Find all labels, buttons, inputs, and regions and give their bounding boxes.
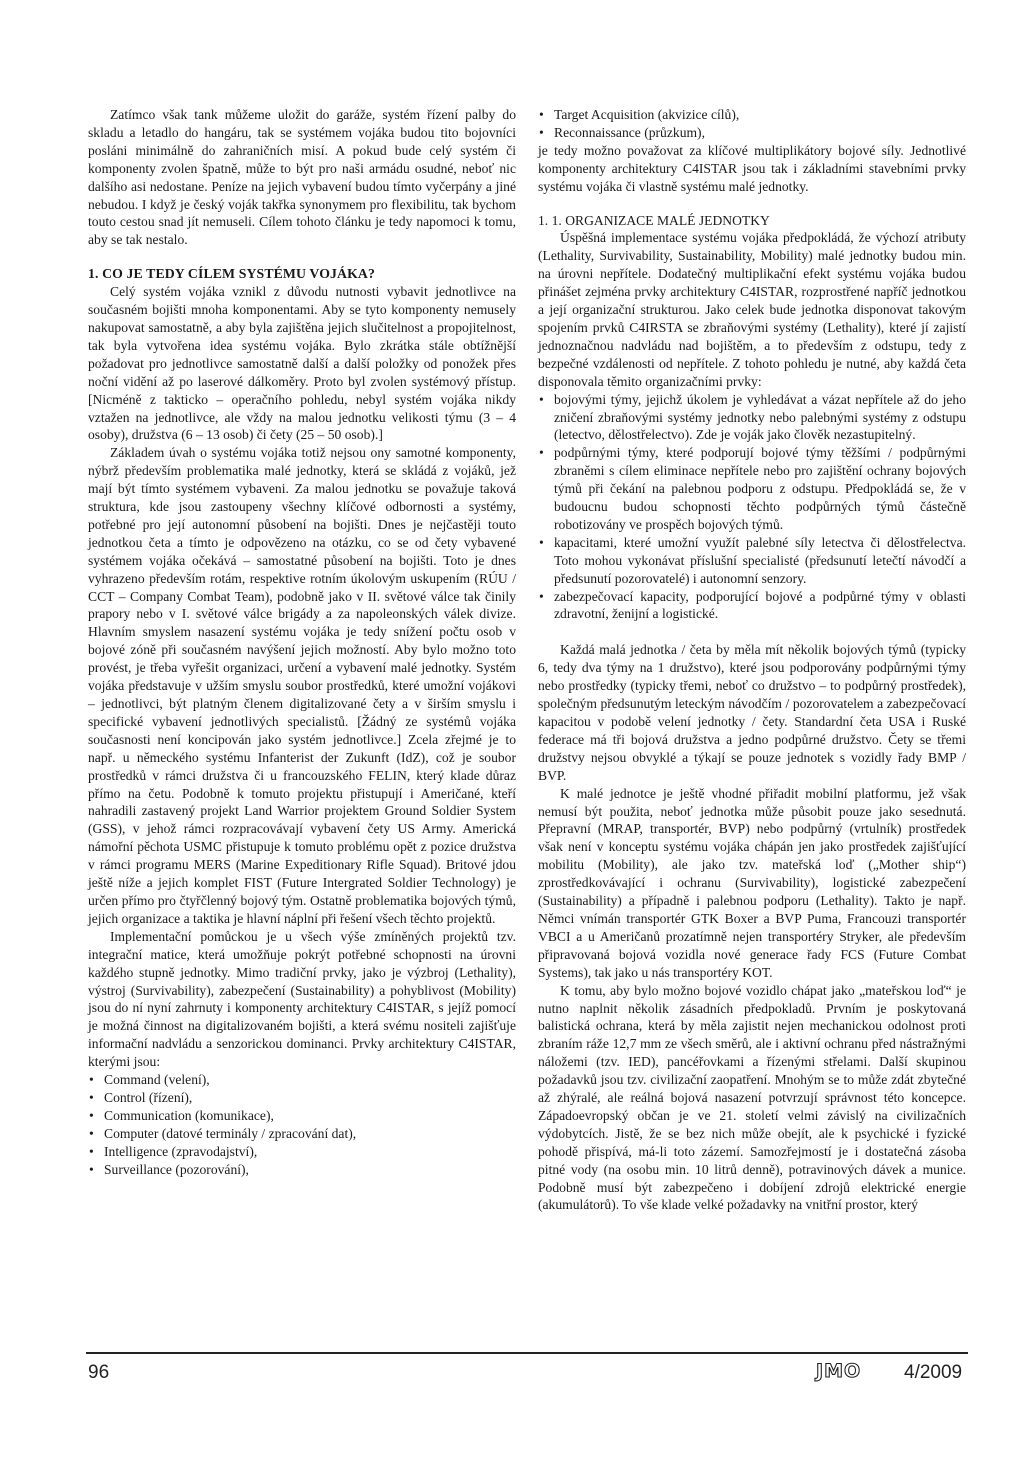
body-paragraph: Úspěšná implementace systému vojáka předpokládá, že výchozí atributy (Lethality, Survivability, Sustainability, Mobility) malé jednotky budou min. na úrovni nepřítele. Dodatečný multiplikační efekt systému vojáka budou přinášet zejména prvky architektury C4ISTAR, rozprostřené napříč jednotkou a její organizační strukturou. Jako celek bude jednotka disponovat takovým spojením prvků C4IRSTA se zbraňovými systémy (Lethality), které jí zajistí jednoznačnou nadvládu nad bojištěm, a to především z odstupu, tedy z bezpečné vzdálenosti od nepřítele. Z tohoto pohledu je nutné, aby každá četa disponovala těmito organizačními prvky:	[538, 230, 966, 389]
intro-paragraph: Zatímco však tank můžeme uložit do garáže, systém řízení palby do skladu a letadlo do hangáru, tak se systémem vojáka budou tito bojovníci posláni minimálně do zahraničních misí. A pokud bude celý systém či komponenty zvolen špatně, může to být pro naši armádu osudné, neboť nic dalšího asi nedostane. Peníze na jejich vybavení budou tímto vyčerpány a jiné nebudou. I když je český voják takřka synonymem pro flexibilitu, tak bychom touto cestou snad jít nemuseli. Cílem tohoto článku je tedy napomoci k tomu, aby se tak nestalo.	[88, 107, 516, 248]
left-column	[88, 106, 516, 1178]
body-paragraph: Základem úvah o systému vojáka totiž nejsou ony samotné komponenty, nýbrž především problematika malé jednotky, která se skládá z vojáků, jež mají být tímto systémem vybaveni. Za malou jednotku se považuje taková struktura, kde jsou zastoupeny všechny klíčové odbornosti a systémy, potřebné pro její autonomní působení na bojišti. Dnes je nejčastěji touto jednotkou četa a tímto je odpovězeno na otázku, co se od čety vybavené systémem vojáka očekává – samostatné působení na bojišti. Toto je dnes vyhrazeno především rotám, respektive rotním úkolovým uskupením (RÚU / CCT – Company Combat Team), podobně jako v II. světové válce tak činily prapory nebo v I. světové válce brigády a za napoleonských válek divize. Hlavním smyslem nasazení systému vojáka je tedy snížení počtu osob v bojové zóně při současném navýšení jejich možností. Aby bylo možno toto provést, je třeba vyřešit organizaci, určení a vybavení malé jednotky. Systém vojáka představuje v užším smyslu soubor prostředků, které umožní vojákovi – jednotlivci, být platným členem digitalizované čety a v širším smyslu i specifické vybavení jednotlivých specialistů. [Žádný ze systémů vojáka současnosti není koncipován jako systém jednotlivce.] Zcela zřejmé je to např. u německého systému Infanterist der Zukunft (IdZ), což je soubor prostředků v rámci družstva či u francouzského FELIN, který klade důraz přímo na četu. Podobně k tomuto projektu přistupují i Američané, kteří nahradili zastavený projekt Land Warrior projektem Ground Soldier System (GSS), v jehož rámci rozpracovávají vybavení čety US Army. Americká námořní pěchota USMC přistupuje k tomuto problému opět z pozice družstva v rámci programu MERS (Marine Expeditionary Rifle Squad). Britové jdou ještě níže a jejich komplet FIST (Future Intergrated Soldier Technology) je určen přímo pro čtyřčlenný bojový tým. Ostatně problematika bojových týmů, jejich organizace a taktika je hlavní náplní při řešení všech těchto projektů.	[88, 445, 516, 926]
spacer	[538, 623, 966, 641]
list-item: • bojovými týmy, jejichž úkolem je vyhledávat a vázat nepřítele až do jeho zničení zbraňovými systémy jednotky nebo palebnými systémy z odstupu (letectvo, dělostřelectvo). Zde je voják jako člověk nezastupitelný.	[538, 391, 966, 445]
list-item: • Intelligence (zpravodajství),	[88, 1143, 516, 1161]
list-item: • Command (velení),	[88, 1071, 516, 1089]
section-heading-1: 1. CO JE TEDY CÍLEM SYSTÉMU VOJÁKA?	[88, 266, 375, 282]
list-item: • Surveillance (pozorování),	[88, 1161, 516, 1179]
body-paragraph: Celý systém vojáka vznikl z důvodu nutnosti vybavit jednotlivce na současném bojišti mnoha komponentami. Aby se tyto komponenty nemusely nakupovat samostatně, a aby byla zajištěna jejich slučitelnost a propojitelnost, tak byla vytvořena idea systému vojáka. Bylo zkrátka stále obtížnější požadovat pro jednotlivce samostatně další a další položky od ponožek přes noční vidění až po laserové dálkoměry. Proto byl zvolen systémový přístup. [Nicméně z takticko – operačního pohledu, nebyl systém vojáka nikdy vztažen na jednotlivce, ale vždy na malou jednotku velikosti týmu (3 – 4 osoby), družstva (6 – 13 osob) či čety (25 – 50 osob).]	[88, 284, 516, 443]
list-item: • Computer (datové terminály / zpracování dat),	[88, 1125, 516, 1143]
list-item: • podpůrnými týmy, které podporují bojové týmy těžšími / podpůrnými zbraněmi s cílem eliminace nepřítele nebo pro zajištění ochrany bojových týmů při čekání na palebnou podporu z odstupu. Předpokládá se, že v budoucnu budou schopnosti těchto podpůrných týmů částečně robotizovány ve prospěch bojových týmů.	[538, 444, 966, 534]
body-paragraph: K tomu, aby bylo možno bojové vozidlo chápat jako „mateřskou loď“ je nutno naplnit několik zásadních předpokladů. Prvním je poskytovaná balistická ochrana, která by měla zajistit nejen mechanickou odolnost proti zbraním ráže 12,7 mm ze všech směrů, ale i aktivní ochranu před nástražnými náložemi (tzv. IED), pancéřovkami a řízenými střelami. Další skupinou požadavků jsou tzv. civilizační zaopatření. Mnohým se to může zdát zbytečné až zhýralé, ale reálná bojová nasazení potvrzují správnost této koncepce. Západoevropský občan je ve 21. století velmi závislý na civilizačních výdobytcích. Jistě, že se bez nich může obejít, ale k psychické i fyzické pohodě přispívá, má-li toto zázemí. Samozřejmostí je i dostatečná zásoba pitné vody (na osobu min. 10 litrů denně), potravinových dávek a munice. Podobně musí být zabezpečeno i dobíjení zdrojů elektrické energie (akumulátorů). To vše klade velké požadavky na vnitřní prostor, který	[538, 982, 966, 1213]
issue-number: 4/2009	[904, 1362, 963, 1383]
page-number: 96	[88, 1362, 110, 1383]
c4istar-list-continued	[538, 106, 966, 142]
journal-logo: JMO	[816, 1360, 862, 1382]
c4istar-list	[88, 1071, 516, 1178]
list-item: • zabezpečovací kapacity, podporující bojové a podpůrné týmy v oblasti zdravotní, ženijní a logistické.	[538, 588, 966, 624]
organization-list	[538, 391, 966, 624]
body-paragraph: K malé jednotce je ještě vhodné přiřadit mobilní platformu, jež však nemusí být použita, neboť jednotka může působit pouze jako sesednutá. Přepravní (MRAP, transportér, BVP) nebo podpůrný (vrtulník) prostředek však není v konceptu systému vojáka chápán jen jako prostředek zajišťující mobilitu (Mobility), ale jako tzv. mateřská loď („Mother ship“) zprostředkovávající i ochranu (Survivability), logistické zabezpečení (Sustainability) a případně i palebnou podporu (Lethality). Takto je např. Němci vnímán transportér GTK Boxer a BVP Puma, Francouzi transportér VBCI a u Američanů prozatímně nejen transportéry Stryker, ale především připravovaná bojová vozidla nové generace řady FCS (Future Combat Systems), tak jako u nás transportéry KOT.	[538, 785, 966, 980]
list-item: • Reconnaissance (průzkum),	[538, 124, 966, 142]
list-item: • kapacitami, které umožní využít palebné síly letectva či dělostřelectva. Toto mohou vykonávat příslušní specialisté (předsunutí letečtí návodčí a předsunutí pozorovatelé) i autonomní senzory.	[538, 534, 966, 588]
list-item: • Target Acquisition (akvizice cílů),	[538, 106, 966, 124]
footer-divider	[86, 1352, 968, 1354]
list-item: • Control (řízení),	[88, 1089, 516, 1107]
body-paragraph: Každá malá jednotka / četa by měla mít několik bojových týmů (typicky 6, tedy dva týmy na 1 družstvo), které jsou podporovány podpůrnými týmy nebo prostředky (typicky třemi, neboť co družstvo – to podpůrný prostředek), společným předsunutým leteckým návodčím / pozorovatelem a zabezpečovací kapacitou v podobě velení jednotky / čety. Standardní četa USA i Ruské federace má tři bojová družstva a jedno podpůrné družstvo. Čety se třemi družstvy nejsou obvyklé a týkají se pouze jednotek s vozidly řady BMP / BVP.	[538, 642, 966, 783]
body-paragraph: Implementační pomůckou je u všech výše zmíněných projektů tzv. integrační matice, která umožňuje pokrýt potřebné schopnosti na úrovni každého stupně jednotky. Mimo tradiční prvky, jako je výzbroj (Lethality), výstroj (Survivability), zabezpečení (Sustainability) a pohyblivost (Mobility) jsou do ní nyní zahrnuty i komponenty architektury C4ISTAR, s jejíž pomocí je možná činnost na digitalizovaném bojišti, a která svému nositeli zajišťuje informační nadvládu a senzorickou dominanci. Prvky architektury C4ISTAR, kterými jsou:	[88, 928, 516, 1070]
section-heading-1-1: 1. 1. ORGANIZACE MALÉ JEDNOTKY	[538, 212, 770, 228]
right-column	[538, 106, 966, 1214]
list-item: • Communication (komunikace),	[88, 1107, 516, 1125]
body-paragraph: je tedy možno považovat za klíčové multiplikátory bojové síly. Jednotlivé komponenty architektury C4ISTAR jsou tak i základními stavebními prvky systému vojáka či vlastně systému malé jednotky.	[538, 142, 966, 194]
